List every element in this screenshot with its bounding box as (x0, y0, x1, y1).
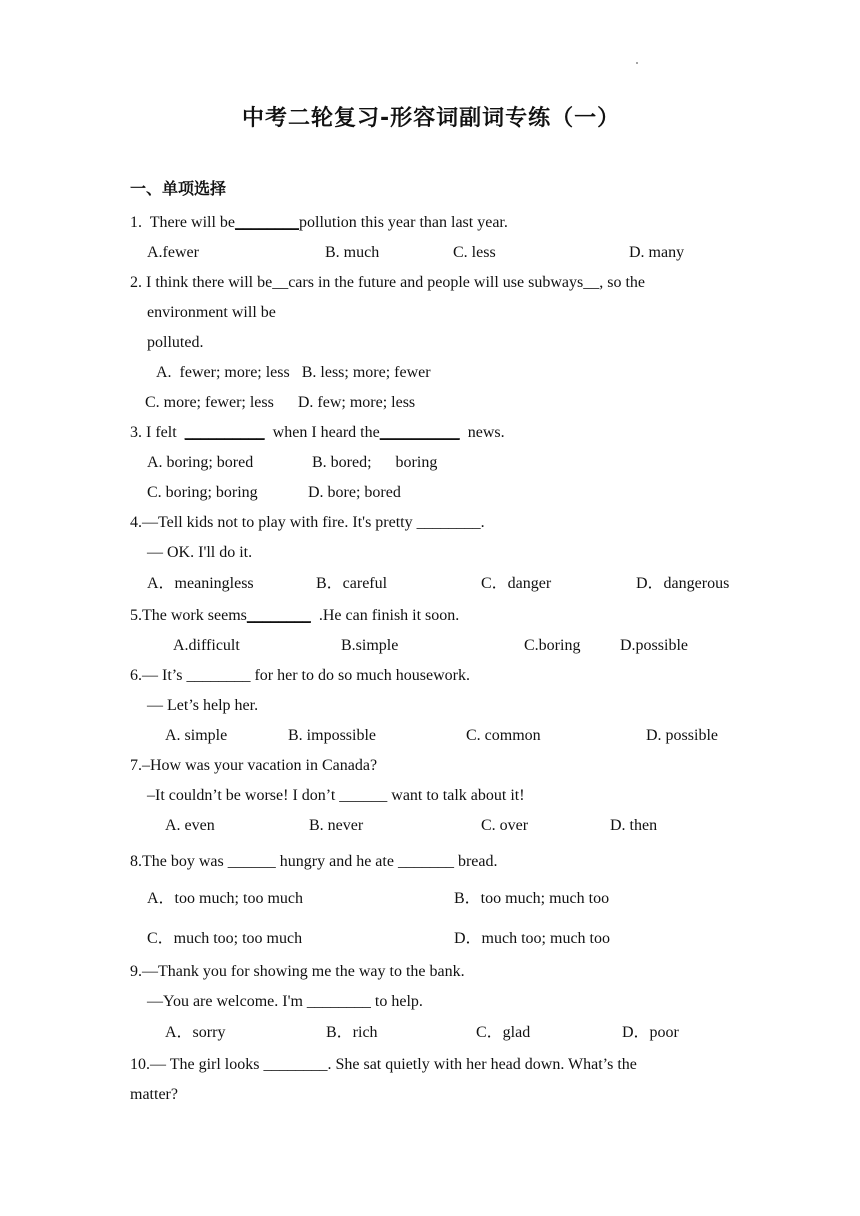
question-7-stem: 7.–How was your vacation in Canada? (130, 757, 378, 774)
answer-blank: __________ (379, 424, 460, 441)
answer-blank: ________ (235, 214, 300, 231)
q1-option-d: D. many (629, 244, 685, 261)
question-6-stem: 6.— It’s ________ for her to do so much housework. (130, 667, 470, 684)
q8-option-c: C．much too; too much (147, 930, 303, 947)
q9-option-a: A．sorry (165, 1024, 226, 1041)
q4-option-c: C．danger (481, 575, 552, 592)
q1-option-a: A.fewer (147, 244, 199, 261)
question-7-reply: –It couldn’t be worse! I don’t ______ want to talk about it! (147, 787, 525, 804)
q6-option-c: C. common (466, 727, 541, 744)
question-9-stem: 9.—Thank you for showing me the way to the bank. (130, 963, 465, 980)
question-10-stem: 10.— The girl looks ________. She sat quietly with her head down. What’s the (130, 1056, 637, 1073)
q5-option-a: A.difficult (173, 637, 240, 654)
q7-option-c: C. over (481, 817, 529, 834)
q4-option-d: D．dangerous (636, 575, 730, 592)
q6-option-d: D. possible (646, 727, 718, 744)
question-9-reply: —You are welcome. I'm ________ to help. (147, 993, 423, 1010)
q8-option-a: A．too much; too much (147, 890, 303, 907)
q3-option-d: D. bore; bored (308, 484, 401, 501)
q9-option-c: C．glad (476, 1024, 531, 1041)
page-title: 中考二轮复习-形容词副词专练（一） (242, 106, 621, 131)
q6-option-b: B. impossible (288, 727, 377, 744)
q5-option-b: B.simple (341, 637, 399, 654)
question-2-stem-line-2: environment will be (147, 304, 276, 321)
question-4-stem: 4.—Tell kids not to play with fire. It's pretty ________. (130, 514, 485, 531)
q9-option-d: D．poor (622, 1024, 679, 1041)
q3-option-a: A. boring; bored (147, 454, 254, 471)
q6-option-a: A. simple (165, 727, 228, 744)
q7-option-b: B. never (309, 817, 364, 834)
question-2-stem: 2. I think there will be__cars in the future and people will use subways__, so the (130, 274, 645, 291)
q7-option-d: D. then (610, 817, 658, 834)
answer-blank: __________ (184, 424, 265, 441)
answer-blank: ________ (246, 607, 311, 624)
question-6-reply: — Let’s help her. (147, 697, 259, 714)
answer-blank: __ (272, 274, 289, 291)
question-4-reply: — OK. I'll do it. (147, 544, 253, 561)
q8-option-b: B．too much; much too (454, 890, 610, 907)
q3-option-c: C. boring; boring (147, 484, 258, 501)
question-10-stem-line-2: matter? (130, 1086, 178, 1103)
question-2-stem-line-3: polluted. (147, 334, 204, 351)
q4-option-b: B．careful (316, 575, 388, 592)
question-3-stem: 3. I felt __________ when I heard the__________ news. (130, 424, 505, 441)
q3-option-b: B. bored; boring (312, 454, 438, 471)
q7-option-a: A. even (165, 817, 215, 834)
page-mark-dot (636, 62, 638, 64)
q4-option-a: A．meaningless (147, 575, 254, 592)
question-1-stem: 1. There will be________pollution this year than last year. (130, 214, 508, 231)
q1-option-b: B. much (325, 244, 380, 261)
q5-option-c: C.boring (524, 637, 581, 654)
section-heading: 一、单项选择 (130, 179, 227, 198)
q5-option-d: D.possible (620, 637, 688, 654)
q9-option-b: B．rich (326, 1024, 378, 1041)
q2-options-ab: A. fewer; more; less B. less; more; fewer (156, 364, 431, 381)
q2-options-cd: C. more; fewer; less D. few; more; less (145, 394, 416, 411)
question-8-stem: 8.The boy was ______ hungry and he ate _______ bread. (130, 853, 498, 870)
q1-option-c: C. less (453, 244, 496, 261)
answer-blank: __ (583, 274, 600, 291)
question-5-stem: 5.The work seems________ .He can finish it soon. (130, 607, 460, 624)
q8-option-d: D．much too; much too (454, 930, 610, 947)
